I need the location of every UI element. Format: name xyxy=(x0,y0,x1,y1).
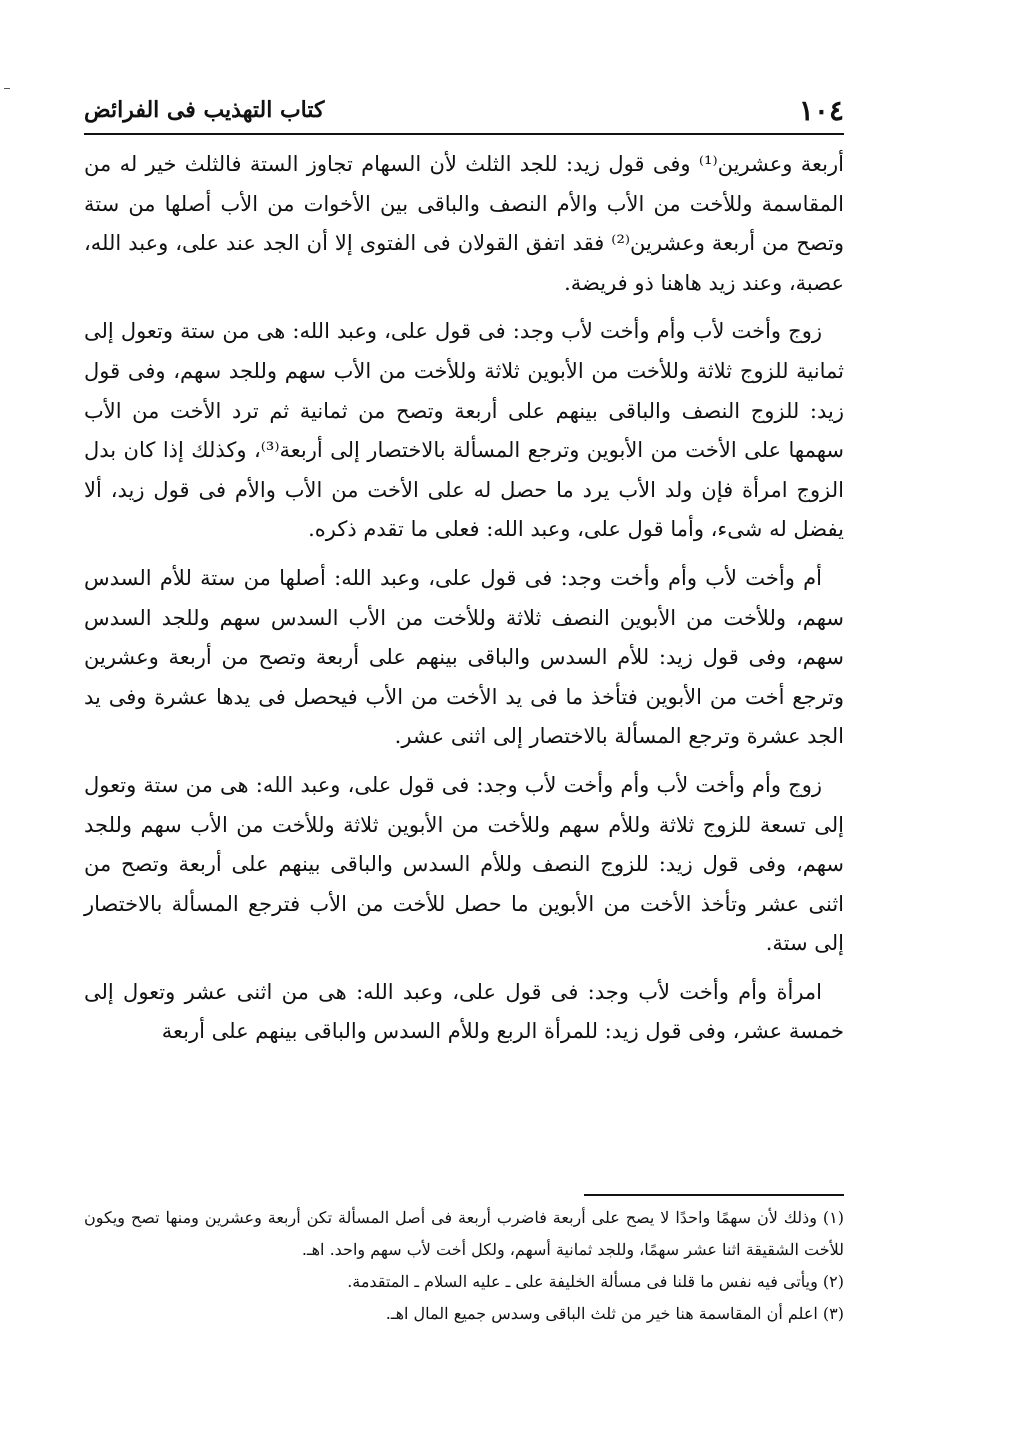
footnotes xyxy=(84,1202,844,1330)
paragraph-1: أربعة وعشرين⁽¹⁾ وفى قول زيد: للجد الثلث لأن السهام تجاوز الستة فالثلث خير له من المقاسمة وللأخت من الأب والأم النصف والباقى بين الأخوات من الأب أصلها من ستة وتصح من أربعة وعشرين⁽²⁾ فقد اتفق القولان فى الفتوى إلا أن الجد عند على، وعبد الله، عصبة، وعند زيد هاهنا ذو فريضة. xyxy=(84,152,845,295)
paragraph-5: امرأة وأم وأخت لأب وجد: فى قول على، وعبد الله: هى من اثنى عشر وتعول إلى خمسة عشر، وفى قول زيد: للمرأة الربع وللأم السدس والباقى بينهم على أربعة xyxy=(84,979,844,1044)
header-rule xyxy=(84,133,844,135)
footnote-2: (٢) ويأتى فيه نفس ما قلنا فى مسألة الخليفة على ـ عليه السلام ـ المتقدمة. xyxy=(347,1272,844,1291)
running-title: كتاب التهذيب فى الفرائض xyxy=(84,97,325,123)
footnote-1: (١) وذلك لأن سهمًا واحدًا لا يصح على أربعة فاضرب أربعة فى أصل المسألة تكن أربعة وعشرين ومنها تصح ويكون للأخت الشقيقة اثنا عشر سهمًا، وللجد ثمانية أسهم، ولكل أخت لأب سهم واحد. اهـ. xyxy=(84,1208,844,1259)
scan-edge-mark xyxy=(4,88,10,89)
main-text xyxy=(84,145,844,1061)
page-number: ١٠٤ xyxy=(798,93,844,127)
paragraph-2: زوج وأخت لأب وأم وأخت لأب وجد: فى قول على، وعبد الله: هى من ستة وتعول إلى ثمانية للزوج ثلاثة وللأخت من الأبوين ثلاثة وللأخت من الأب سهم وللجد سهم، وفى قول زيد: للزوج النصف والباقى بينهم على أربعة وتصح من ثمانية ثم ترد الأخت من الأب سهمها على الأخت من الأبوين وترجع المسألة بالاختصار إلى أربعة⁽³⁾، وكذلك إذا كان بدل الزوج امرأة فإن ولد الأب يرد ما حصل له على الأخت من الأب والأم فى قول زيد، ألا يفضل له شىء، وأما قول على، وعبد الله: فعلى ما تقدم ذكره. xyxy=(84,319,845,542)
footnote-3: (٣) اعلم أن المقاسمة هنا خير من ثلث الباقى وسدس جميع المال اهـ. xyxy=(385,1304,844,1323)
paragraph-4: زوج وأم وأخت لأب وأم وأخت لأب وجد: فى قول على، وعبد الله: هى من ستة وتعول إلى تسعة للزوج ثلاثة وللأم سهم وللأخت من الأبوين ثلاثة وللأخت من الأب سهم وللجد سهم، وفى قول زيد: للزوج النصف وللأم السدس والباقى بينهم على أربعة وتصح من اثنى عشر وتأخذ الأخت من الأبوين ما حصل للأخت من الأب فترجع المسألة بالاختصار إلى ستة. xyxy=(84,772,844,956)
paragraph-3: أم وأخت لأب وأم وأخت وجد: فى قول على، وعبد الله: أصلها من ستة للأم السدس سهم، وللأخت من الأبوين النصف ثلاثة وللأخت من الأب السدس سهم وللجد السدس سهم، وفى قول زيد: للأم السدس والباقى بينهم على أربعة وتصح من أربعة وعشرين وترجع أخت من الأبوين فتأخذ ما فى يد الأخت من الأب فيحصل فى يدها عشرة وفى يد الجد عشرة وترجع المسألة بالاختصار إلى اثنى عشر. xyxy=(84,565,844,749)
page-header xyxy=(84,90,844,130)
footnote-rule xyxy=(584,1194,844,1196)
